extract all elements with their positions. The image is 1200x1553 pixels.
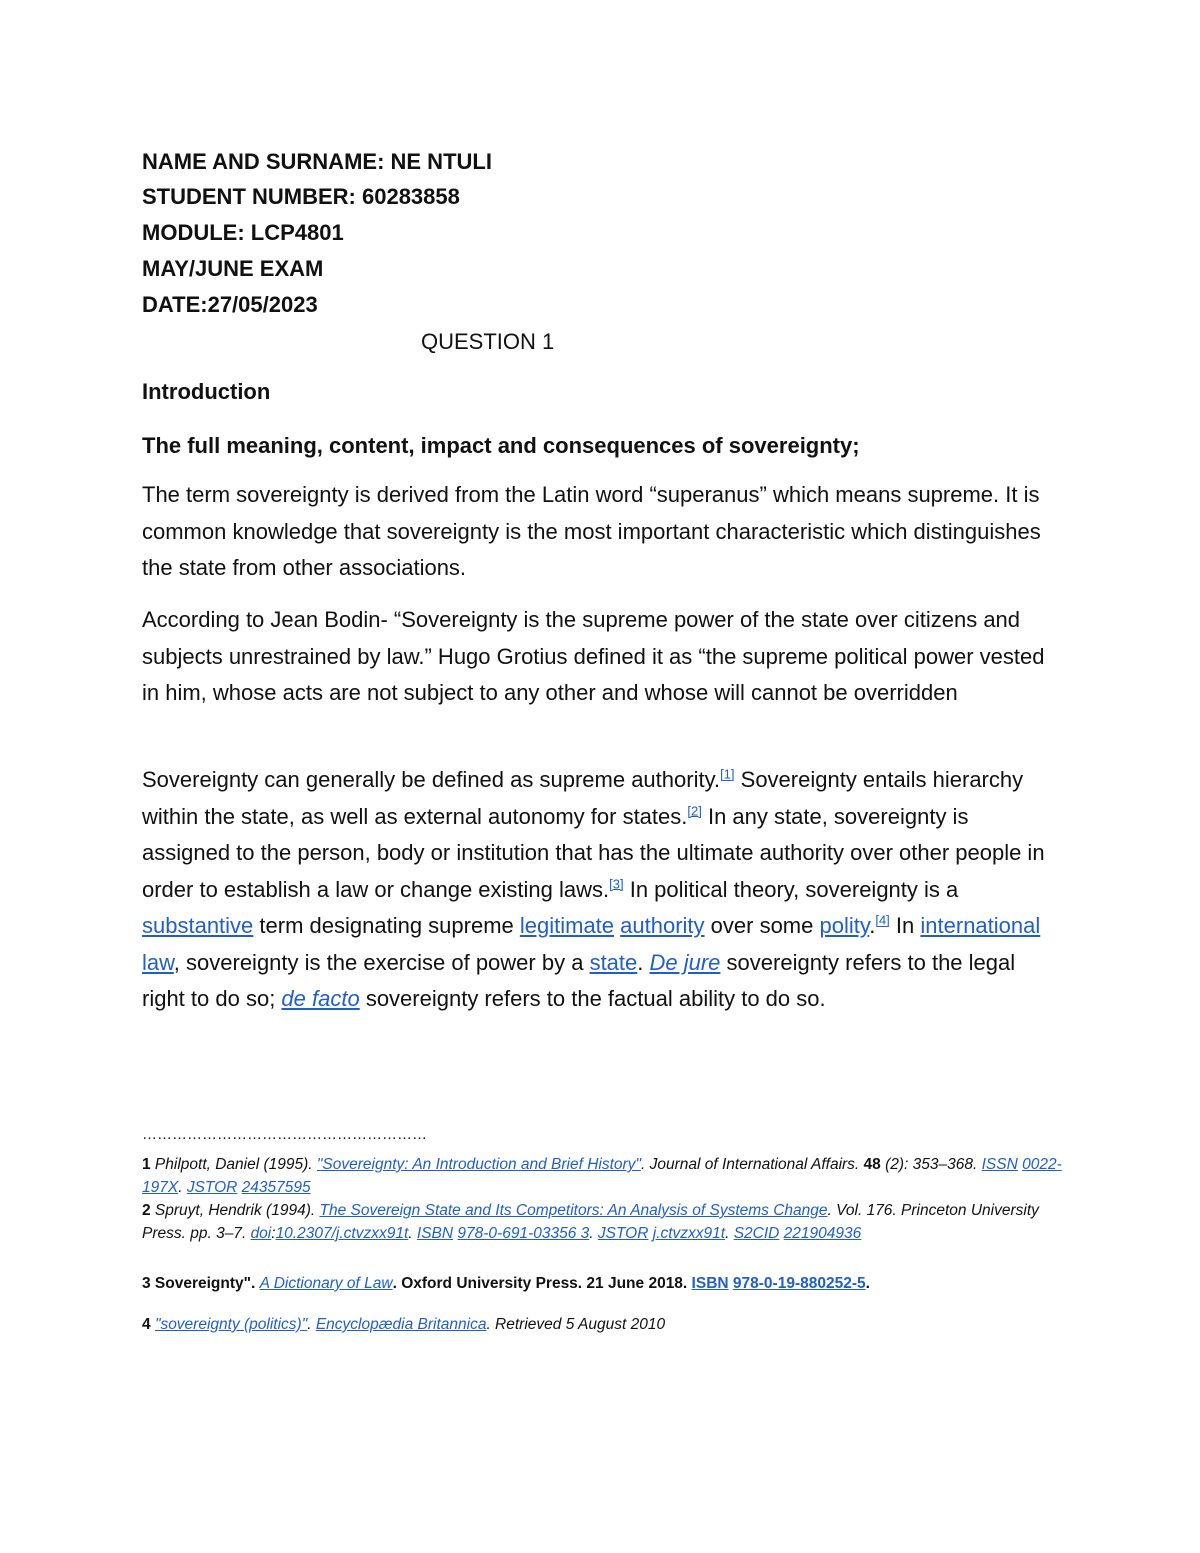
fn4-source-link[interactable]: Encyclopædia Britannica [315, 1316, 487, 1333]
fn2-isbn-number-link[interactable]: 978-0-691-03356 3 [457, 1225, 590, 1242]
footnote-2: 2 Spruyt, Hendrik (1994). The Sovereign State and Its Competitors: An Analysis of Systems Change. Vol. 176. Princeton University Press. pp. 3–7. doi:10.2307/j.ctvzxx91t. ISBN 978-0-691-03356 3. JSTOR j.ctvzxx91t. S2CID 221904936 [142, 1202, 1039, 1242]
paragraph-3: Sovereignty can generally be defined as supreme authority.[1] Sovereignty entails hierarchy within the state, as well as external autonomy for states.[2] In any state, sovereignty is assigned to the person, body or institution that has the ultimate authority over other people in order to establish a law or change existing laws.[3] In political theory, sovereignty is a substantive term designating supreme legitimate authority over some polity.[4] In international law, sovereignty is the exercise of power by a state. De jure sovereignty refers to the legal right to do so; de facto sovereignty refers to the factual ability to do so. [142, 766, 1045, 1011]
fn1-issn-link[interactable]: ISSN [981, 1156, 1018, 1173]
fn2-title-link[interactable]: The Sovereign State and Its Competitors: An Analysis of Systems Change [319, 1202, 828, 1219]
fn2-jstor-link[interactable]: JSTOR [597, 1225, 649, 1242]
link-state[interactable]: state [589, 949, 638, 975]
fn4-title-link[interactable]: "sovereignty (politics)" [154, 1316, 308, 1333]
fn2-jstor-number-link[interactable]: j.ctvzxx91t [652, 1225, 726, 1242]
link-substantive[interactable]: substantive [142, 913, 254, 938]
fn2-s2cid-number-link[interactable]: 221904936 [783, 1225, 862, 1242]
intro-heading: Introduction [142, 379, 271, 404]
date-line: DATE:27/05/2023 [142, 292, 318, 317]
question-title: QUESTION 1 [421, 329, 555, 354]
fn2-doi-link[interactable]: doi [250, 1225, 272, 1242]
topic-heading: The full meaning, content, impact and consequences of sovereignty; [142, 433, 860, 458]
link-authority[interactable]: authority [620, 913, 705, 938]
paragraph-1: The term sovereignty is derived from the Latin word “superanus” which means supreme. It is common knowledge that sovereignty is the most important characteristic which distinguishes the state from other associations. [142, 482, 1041, 580]
footnote-4: 4 "sovereignty (politics)". Encyclopædia Britannica. Retrieved 5 August 2010 [142, 1316, 666, 1333]
footnote-3: 3 Sovereignty". A Dictionary of Law. Oxford University Press. 21 June 2018. ISBN 978-0-19-880252-5. [142, 1275, 870, 1292]
fn3-isbn-number-link[interactable]: 978-0-19-880252-5 [732, 1275, 866, 1292]
link-de-facto[interactable]: de facto [281, 986, 360, 1011]
fn2-isbn-link[interactable]: ISBN [416, 1225, 454, 1242]
footnote-ref-2[interactable]: [2] [687, 803, 702, 819]
link-de-jure[interactable]: De jure [649, 949, 721, 975]
footnote-separator: ………………………………………………… [142, 1126, 427, 1143]
name-line: NAME AND SURNAME: NE NTULI [142, 149, 492, 174]
paragraph-2: According to Jean Bodin- “Sovereignty is the supreme power of the state over citizens and subjects unrestrained by law.” Hugo Grotius defined it as “the supreme political power vested in him, whose acts are not subject to any other and whose will cannot be overridden [142, 607, 1045, 705]
footnote-ref-3[interactable]: [3] [609, 876, 624, 892]
exam-line: MAY/JUNE EXAM [142, 256, 324, 281]
fn2-doi-number-link[interactable]: 10.2307/j.ctvzxx91t [275, 1225, 409, 1242]
fn1-jstor-number-link[interactable]: 24357595 [241, 1179, 311, 1196]
link-international-law[interactable]: international law [142, 913, 1041, 975]
link-polity[interactable]: polity [819, 913, 870, 938]
footnote-1: 1 Philpott, Daniel (1995). "Sovereignty: An Introduction and Brief History". Journal of International Affairs. 48 (2): 353–368. ISSN 0022-197X. JSTOR 24357595 [142, 1156, 1062, 1196]
footnote-ref-4[interactable]: [4] [875, 912, 890, 928]
student-number-line: STUDENT NUMBER: 60283858 [142, 184, 460, 209]
module-line: MODULE: LCP4801 [142, 220, 344, 245]
fn1-title-link[interactable]: "Sovereignty: An Introduction and Brief History" [316, 1156, 641, 1173]
fn3-isbn-link[interactable]: ISBN [691, 1275, 729, 1292]
fn1-issn-number-link[interactable]: 0022-197X [142, 1156, 1062, 1196]
fn1-jstor-link[interactable]: JSTOR [186, 1179, 238, 1196]
fn3-title-link[interactable]: A Dictionary of Law [259, 1275, 393, 1292]
fn2-s2cid-link[interactable]: S2CID [733, 1225, 780, 1242]
footnote-ref-1[interactable]: [1] [720, 766, 735, 782]
link-legitimate[interactable]: legitimate [519, 913, 615, 938]
